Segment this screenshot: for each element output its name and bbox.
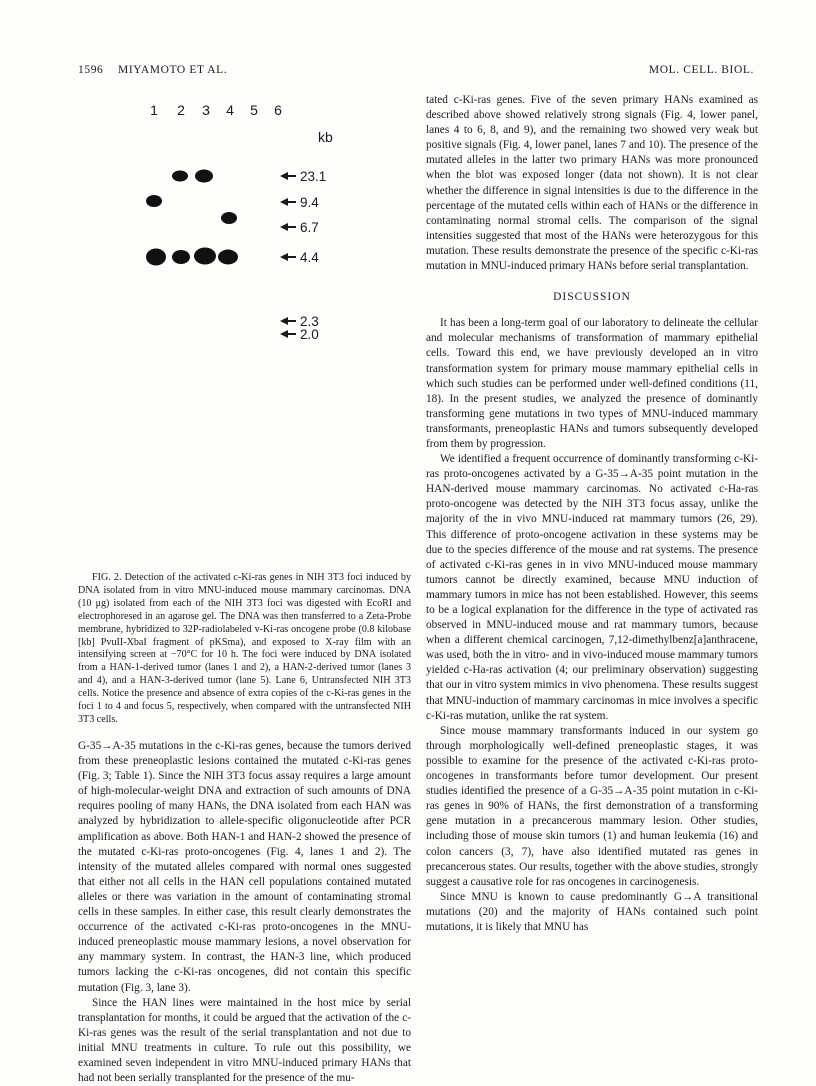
caption-text: Detection of the activated c-Ki-ras genes in NIH 3T3 foci induced by DNA isolated from in vitro MNU-induced mouse mammary carcinomas. DNA (10 μg) isolated from each of the NIH 3T3 foci was digested with EcoRI and electrophoresed in an agarose gel. The DNA was then transferred to a Zeta-Probe membrane, hybridized to 32P-radiolabeled v-Ki-ras oncogene probe (0.8 kilobase [kb] PvuII-XbaI fragment of pKSma), and exposed to X-ray film with an intensifying screen at −70°C for 10 h. The foci were induced by DNA isolated from a HAN-1-derived tumor (lanes 1 and 2), a HAN-2-derived tumor (lanes 3 and 4), and a HAN-3-derived tumor (lane 5). Lane 6, Untransfected NIH 3T3 cells. Notice the presence and absence of extra copies of the c-Ki-ras genes in the foci 1 to 4 and focus 5, respectively, when compared with the untransfected NIH 3T3 cells. (78, 572, 411, 725)
lane-label: 2 (177, 102, 185, 118)
caption-label: FIG. 2. (92, 572, 122, 583)
band (146, 195, 162, 207)
lane-label: 6 (274, 102, 282, 118)
band (221, 212, 237, 224)
marker-arrow-icon (280, 330, 296, 338)
right-column (426, 93, 758, 935)
band (194, 248, 216, 265)
paragraph: Since MNU is known to cause predominantly G→A transitional mutations (20) and the majority of HANs contained such point mutations, it is likely that MNU has (426, 890, 758, 933)
marker-label: 9.4 (300, 195, 319, 210)
marker-arrow-icon (280, 223, 296, 231)
marker-arrow-icon (280, 317, 296, 325)
marker-arrow-icon (280, 172, 296, 180)
left-column (78, 739, 411, 1086)
lane-label: 1 (150, 102, 158, 118)
paragraph: Since the HAN lines were maintained in the host mice by serial transplantation for months, it could be argued that the activation of the c-Ki-ras genes was the result of the serial transplantation and not due to initial MNU treatments in culture. To rule out this possibility, we examined seven independent in vitro MNU-induced primary HANs that had not been serially transplanted for the presence of the mu- (78, 996, 411, 1085)
southern-blot-figure (120, 98, 360, 358)
paragraph: We identified a frequent occurrence of dominantly transforming c-Ki-ras proto-oncogenes activated by a G-35→A-35 point mutation in the HAN-derived mouse mammary carcinomas. No activated c-Ha-ras proto-oncogene was detected by the NIH 3T3 focus assay, unlike the majority of the in vivo MNU-induced rat mammary tumors (26, 29). This difference of proto-oncogene activation in these systems may be due to the species difference of the mouse and rat systems. The presence of activated c-Ki-ras genes in in vivo MNU-induced mouse mammary tumors cannot be directly examined, because MNU induction of mammary tumors in mice has not been established. However, this seems to be a logical explanation for the difference in the type of activated ras observed in MNU-induced mouse and rat mammary tumors, because when a different chemical carcinogen, 7,12-dimethylbenz[a]anthracene, was used, both the in vitro- and in vivo-induced mouse mammary tumors yielded c-Ha-ras activation (4; our preliminary observation) suggesting that our in vitro system mimics in vivo phenomena. These results suggest that MNU-induction of mammary carcinomas in mice involves a specific c-Ki-ras mutation, unlike the rat system. (426, 453, 758, 722)
journal-name: MOL. CELL. BIOL. (648, 64, 754, 76)
figure-caption (78, 572, 411, 727)
band (172, 250, 190, 264)
band (195, 170, 213, 183)
marker-label: 2.0 (300, 327, 319, 342)
section-heading: DISCUSSION (553, 291, 631, 304)
marker-label: 2.3 (300, 314, 319, 329)
marker-arrow-icon (280, 253, 296, 261)
unit-label: kb (318, 129, 333, 145)
band (172, 171, 188, 182)
paragraph: Since mouse mammary transformants induced in our system go through morphologically well-defined preneoplastic stages, it was possible to examine for the presence of the activated c-Ki-ras proto-oncogenes in transformants before tumor development. Our present studies identified the presence of a G-35→A-35 point mutation in c-Ki-ras genes in 90% of HANs, the first demonstration of a transforming gene mutation in a precancerous mammary lesion. Other studies, including those of mouse skin tumors (1) and human leukemia (16) and colon cancers (3, 7), have also identified mutated ras genes in precancerous states. Our results, together with the above studies, strongly suggest a causative role for ras oncogenes in carcinogenesis. (426, 724, 758, 888)
band (218, 250, 238, 265)
marker-label: 23.1 (300, 169, 327, 184)
lane-label: 4 (226, 102, 234, 118)
paragraph: tated c-Ki-ras genes. Five of the seven primary HANs examined as described above showed relatively strong signals (Fig. 4, lower panel, lanes 4 to 6, 8, and 9), and the remaining two showed very weak but positive signals (Fig. 4, lower panel, lanes 7 and 10). The presence of the mutated alleles in the latter two primary HANs was more pronounced when the blot was exposed longer (data not shown). It is not clear whether the difference in signal intensities is due to the difference in the percentage of the mutated cells within each of HANs or the difference in contaminating normal stromal cells. The comparison of the signal intensities suggested that most of the HANs were heterozygous for this mutation. These results demonstrate the presence of the specific c-Ki-ras mutation in MNU-induced primary HANs before serial transplantation. (426, 94, 758, 273)
marker-label: 6.7 (300, 220, 319, 235)
paragraph: It has been a long-term goal of our laboratory to delineate the cellular and molecular mechanisms of transformation of mammary epithelial cells. Toward this end, we have previously developed an in vitro transformation system for primary mouse mammary epithelial cells in which such studies can be performed under well-defined conditions (11, 18). In the present studies, we analyzed the presence of dominantly transforming gene mutations in two types of MNU-induced mammary transformants, preneoplastic HANs and tumors subsequently developed from them by progression. (426, 317, 758, 450)
page-number: 1596 (78, 64, 104, 76)
band (146, 249, 166, 266)
marker-arrow-icon (280, 198, 296, 206)
running-header (78, 64, 754, 82)
marker-label: 4.4 (300, 250, 319, 265)
paragraph: G-35→A-35 mutations in the c-Ki-ras genes, because the tumors derived from these preneoplastic lesions contained the mutated c-Ki-ras genes (Fig. 3; Table 1). Since the NIH 3T3 focus assay requires a large amount of high-molecular-weight DNA and extraction of such amounts of DNA requires pooling of many HANs, the DNA isolated from each HAN was analyzed by hybridization to allele-specific oligonucleotide after PCR amplification as above. Both HAN-1 and HAN-2 showed the presence of the mutated c-Ki-ras proto-oncogenes (Fig. 4, lanes 1 and 2). The intensity of the mutated alleles compared with normal ones suggested that either not all cells in the HAN cell populations contained mutated alleles or there was variation in the amount of contaminating stromal cells in these samples. In either case, this result clearly demonstrates the occurrence of the activated c-Ki-ras proto-oncogenes in the MNU-induced preneoplastic mouse mammary lesions, a novel observation for any mammary system. In contrast, the HAN-3 line, which produced tumors lacking the c-Ki-ras oncogenes, did not contain this specific mutation (Fig. 3, lane 3). (78, 740, 411, 994)
running-authors: MIYAMOTO ET AL. (118, 64, 228, 76)
lane-label: 5 (250, 102, 258, 118)
lane-label: 3 (202, 102, 210, 118)
